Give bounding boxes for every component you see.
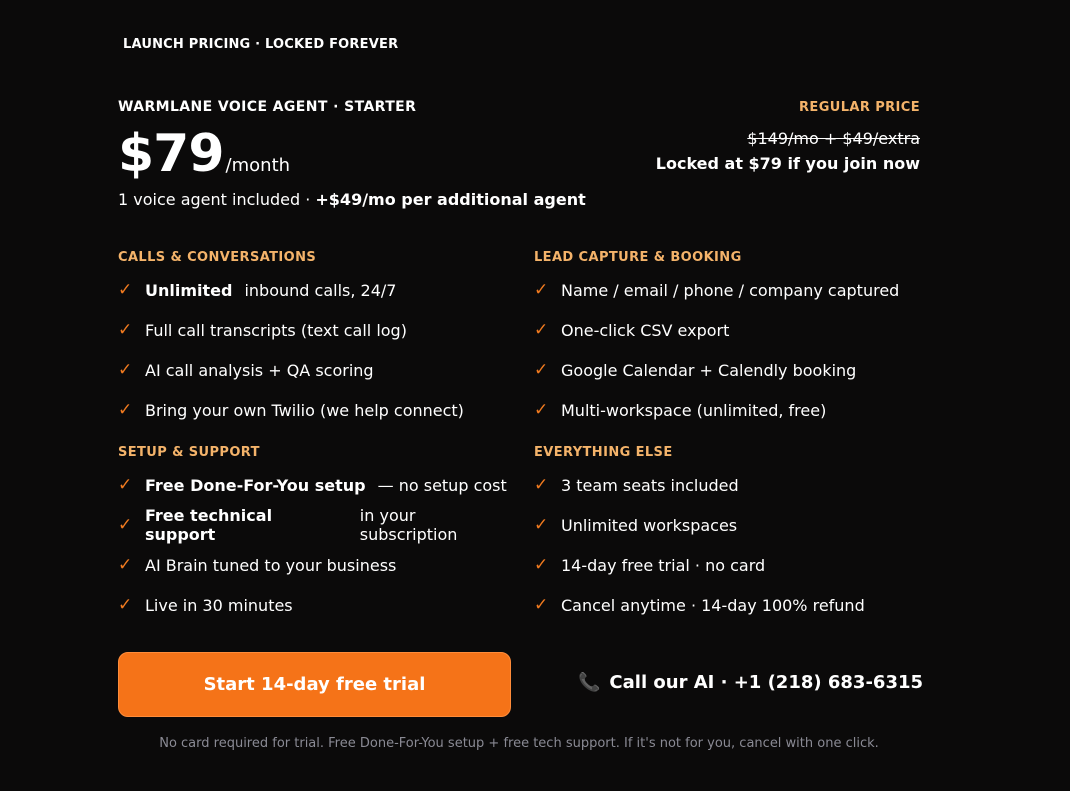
feature-item <box>534 465 934 505</box>
locked-price: Locked at $79 if you join now <box>655 154 920 173</box>
feature-text: AI call analysis + QA scoring <box>145 360 374 380</box>
section-calls <box>118 250 518 430</box>
feature-bold-text: Free Done-For-You setup <box>145 475 366 495</box>
footnote: No card required for trial. Free Done-For-You setup + free tech support. If it's not for you, cancel with one click. <box>159 736 879 751</box>
feature-text: Google Calendar + Calendly booking <box>561 360 857 380</box>
price-period: /month <box>225 155 291 176</box>
check-icon: ✓ <box>534 360 549 380</box>
feature-item <box>534 270 934 310</box>
check-icon: ✓ <box>118 555 133 575</box>
feature-text: AI Brain tuned to your business <box>145 555 397 575</box>
feature-item <box>534 310 934 350</box>
subline-bold: +$49/mo per additional agent <box>315 190 586 209</box>
plan-name: WARMLANE VOICE AGENT · STARTER <box>118 99 417 115</box>
check-icon: ✓ <box>118 400 133 420</box>
start-trial-button[interactable]: Start 14-day free trial <box>118 652 511 717</box>
check-icon: ✓ <box>118 320 133 340</box>
feature-item <box>118 545 518 585</box>
price: $79 <box>118 124 224 184</box>
check-icon: ✓ <box>118 475 133 495</box>
feature-text: 3 team seats included <box>561 475 739 495</box>
feature-item <box>118 350 518 390</box>
feature-text: Full call transcripts (text call log) <box>145 320 407 340</box>
feature-text: 14-day free trial · no card <box>561 555 766 575</box>
section-title: LEAD CAPTURE & BOOKING <box>534 250 742 265</box>
feature-text: Cancel anytime · 14-day 100% refund <box>561 595 865 615</box>
feature-item <box>534 545 934 585</box>
regular-price-block <box>656 100 920 173</box>
feature-text: Unlimited workspaces <box>561 515 738 535</box>
feature-text: Multi-workspace (unlimited, free) <box>561 400 827 420</box>
feature-item <box>534 350 934 390</box>
call-ai-link[interactable] <box>578 672 923 693</box>
feature-item <box>118 505 518 545</box>
section-setup-support <box>118 445 518 625</box>
phone-icon: 📞 <box>578 672 601 693</box>
feature-item <box>118 465 518 505</box>
call-ai-label: Call our AI · +1 (218) 683-6315 <box>609 672 924 693</box>
feature-item <box>118 585 518 625</box>
feature-text: — no setup cost <box>377 475 507 495</box>
check-icon: ✓ <box>534 280 549 300</box>
check-icon: ✓ <box>118 515 133 535</box>
section-lead-capture <box>534 250 934 430</box>
feature-text: One-click CSV export <box>561 320 730 340</box>
feature-text: Bring your own Twilio (we help connect) <box>145 400 464 420</box>
plan-subline <box>118 190 586 209</box>
feature-text: in your subscription <box>359 506 458 544</box>
check-icon: ✓ <box>118 360 133 380</box>
feature-bold-text: Free technical support <box>144 506 273 544</box>
feature-text: Name / email / phone / company captured <box>561 280 900 300</box>
feature-item <box>118 310 518 350</box>
check-icon: ✓ <box>534 515 549 535</box>
feature-item <box>118 270 518 310</box>
section-title: EVERYTHING ELSE <box>534 445 673 460</box>
feature-text: inbound calls, 24/7 <box>244 280 397 300</box>
regular-price-label: REGULAR PRICE <box>799 100 920 115</box>
feature-text: Live in 30 minutes <box>145 595 293 615</box>
section-title: CALLS & CONVERSATIONS <box>118 250 317 265</box>
check-icon: ✓ <box>534 320 549 340</box>
check-icon: ✓ <box>118 595 133 615</box>
regular-price-old: $149/mo + $49/extra <box>747 129 920 148</box>
check-icon: ✓ <box>534 400 549 420</box>
section-title: SETUP & SUPPORT <box>118 445 260 460</box>
feature-item <box>118 390 518 430</box>
check-icon: ✓ <box>534 555 549 575</box>
section-everything-else <box>534 445 934 625</box>
check-icon: ✓ <box>534 475 549 495</box>
check-icon: ✓ <box>534 595 549 615</box>
feature-item <box>534 390 934 430</box>
subline-text: 1 voice agent included · <box>118 190 316 209</box>
launch-badge: LAUNCH PRICING · LOCKED FOREVER <box>123 37 399 52</box>
feature-item <box>534 585 934 625</box>
price-row <box>118 124 290 184</box>
feature-item <box>534 505 934 545</box>
feature-bold-text: Unlimited <box>145 280 233 300</box>
check-icon: ✓ <box>118 280 133 300</box>
